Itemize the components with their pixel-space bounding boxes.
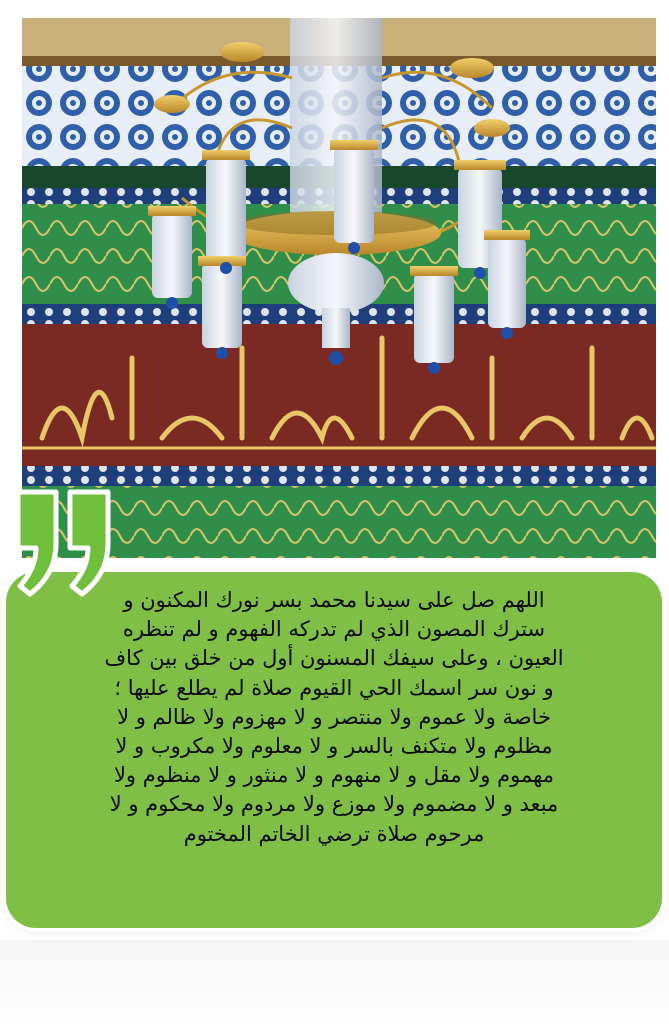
- prayer-line: مظلوم ولا متكنف بالسر و لا معلوم ولا مكروب و لا: [115, 734, 553, 759]
- quotation-mark-icon: [0, 482, 130, 602]
- prayer-line: اللهم صل على سيدنا محمد بسر نورك المكنون و: [123, 588, 545, 612]
- prayer-line: سترك المصون الذي لم تدركه الفهوم و لم تنظره: [122, 617, 546, 642]
- bottom-fade: [0, 940, 669, 1024]
- mosque-chandelier-photo: [22, 18, 656, 558]
- prayer-line: مهموم ولا مقل و لا منهوم و لا منثور و لا منظوم ولا: [113, 763, 555, 788]
- prayer-line: العيون ، وعلى سيفك المسنون أول من خلق بين كاف: [104, 646, 564, 671]
- prayer-line: مرحوم صلاة ترضي الخاتم المختوم: [183, 821, 485, 846]
- prayer-line: مبعد و لا مضموم ولا موزع ولا مردوم ولا محكوم و لا: [109, 792, 559, 817]
- prayer-line: و نون سر اسمك الحي القيوم صلاة لم يطلع عليها ؛: [114, 675, 554, 700]
- prayer-line: خاصة ولا عموم ولا منتصر و لا مهزوم ولا ظالم و لا: [117, 704, 551, 729]
- prayer-text: [6, 586, 662, 849]
